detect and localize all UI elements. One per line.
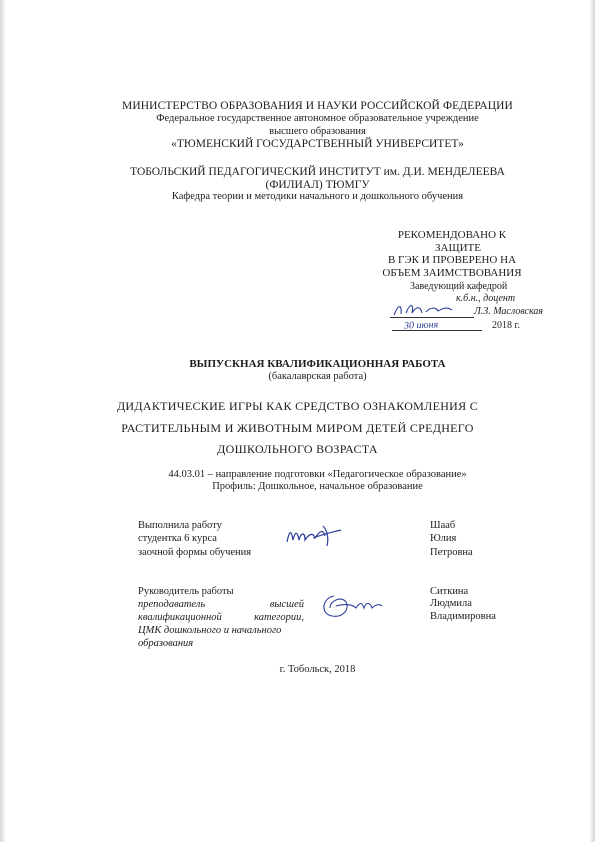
supervisor-title-word: квалификационной [138, 612, 222, 623]
study-profile: Профиль: Дошкольное, начальное образование [212, 481, 423, 492]
work-type: ВЫПУСКНАЯ КВАЛИФИКАЦИОННАЯ РАБОТА [189, 358, 446, 370]
supervisor-name: Людмила [430, 598, 472, 609]
head-degree: к.б.н., доцент [456, 293, 516, 304]
head-signature [392, 299, 472, 319]
handwritten-date: 30 июня [403, 319, 439, 332]
city-year: г. Тобольск, 2018 [279, 664, 356, 675]
ministry-heading: МИНИСТЕРСТВО ОБРАЗОВАНИЯ И НАУКИ РОССИЙСКОЙ ФЕДЕРАЦИИ [122, 100, 513, 112]
topic-line-1: ДИДАКТИЧЕСКИЕ ИГРЫ КАК СРЕДСТВО ОЗНАКОМЛЕНИЯ С [116, 399, 479, 413]
institute-name: ТОБОЛЬСКИЙ ПЕДАГОГИЧЕСКИЙ ИНСТИТУТ им. Д.И. МЕНДЕЛЕЕВА [130, 166, 505, 178]
student-patronymic: Петровна [430, 547, 473, 558]
supervisor-signature [316, 590, 386, 624]
supervisor-label: Руководитель работы [138, 586, 234, 597]
institute-branch: (ФИЛИАЛ) ТЮМГУ [265, 179, 370, 191]
approval-year: 2018 г. [492, 320, 520, 331]
student-label-3: заочной формы обучения [138, 547, 252, 558]
topic-line-3: ДОШКОЛЬНОГО ВОЗРАСТА [217, 442, 378, 456]
university-name: «ТЮМЕНСКИЙ ГОСУДАРСТВЕННЫЙ УНИВЕРСИТЕТ» [171, 138, 464, 150]
study-direction: 44.03.01 – направление подготовки «Педагогическое образование» [168, 469, 467, 480]
supervisor-title-word: высшей [269, 599, 304, 610]
approval-line-2: ЗАЩИТЕ [435, 242, 481, 254]
supervisor-title-line: ЦМК дошкольного и начального [138, 625, 282, 636]
student-label-1: Выполнила работу [138, 520, 222, 531]
supervisor-title-word: преподаватель [138, 599, 206, 610]
institution-type: Федеральное государственное автономное образовательное учреждение [156, 113, 479, 124]
department-name: Кафедра теории и методики начального и дошкольного обучения [171, 191, 464, 202]
student-surname: Шааб [430, 520, 456, 531]
date-line [392, 330, 482, 331]
supervisor-title-line: образования [138, 638, 194, 649]
supervisor-surname: Ситкина [430, 586, 469, 597]
head-name: Л.З. Масловская [474, 306, 544, 317]
supervisor-position [138, 598, 304, 650]
work-subtype: (бакалаврская работа) [268, 371, 367, 382]
approval-line-3: В ГЭК И ПРОВЕРЕНО НА [387, 254, 517, 266]
topic-line-2: РАСТИТЕЛЬНЫМ И ЖИВОТНЫМ МИРОМ ДЕТЕЙ СРЕДНЕГО [121, 421, 474, 435]
higher-education-line: высшего образования [269, 126, 366, 137]
student-signature [283, 522, 343, 548]
supervisor-title-word: категории, [254, 612, 304, 623]
student-label-2: студентка 6 курса [138, 533, 217, 544]
supervisor-patronymic: Владимировна [430, 611, 496, 622]
approval-line-4: ОБЪЕМ ЗАИМСТВОВАНИЯ [382, 267, 522, 279]
approval-line-1: РЕКОМЕНДОВАНО К [397, 229, 507, 241]
head-of-department-title: Заведующий кафедрой [410, 281, 508, 292]
student-name: Юлия [430, 533, 457, 544]
